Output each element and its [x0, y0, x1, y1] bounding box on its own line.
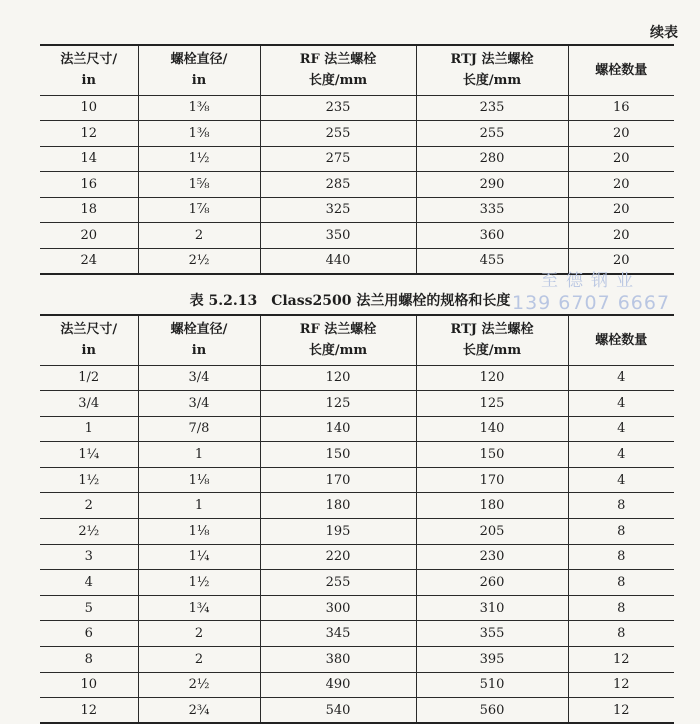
cell-bolt-count: 8 — [568, 493, 674, 519]
cell-bolt-diameter: 1⅝ — [138, 172, 260, 198]
cell-rtj-length: 335 — [416, 197, 568, 223]
table-row — [40, 519, 674, 545]
cell-flange-size: 2 — [40, 493, 138, 519]
table-row — [40, 416, 674, 442]
header-line: RTJ 法兰螺栓 — [450, 322, 534, 338]
header-rtj-length — [416, 45, 568, 95]
cell-bolt-diameter: 2½ — [138, 248, 260, 274]
header-bolt-count — [568, 45, 674, 95]
cell-flange-size: 20 — [40, 223, 138, 249]
cell-rf-length: 125 — [260, 391, 416, 417]
cell-rf-length: 325 — [260, 197, 416, 223]
header-line: 长度/mm — [308, 73, 368, 89]
cell-rf-length: 345 — [260, 621, 416, 647]
cell-bolt-diameter: 1⅛ — [138, 519, 260, 545]
cell-bolt-count: 8 — [568, 519, 674, 545]
cell-rf-length: 380 — [260, 647, 416, 673]
header-line: 螺栓数量 — [595, 62, 648, 78]
cell-bolt-diameter: 2 — [138, 621, 260, 647]
table-row — [40, 442, 674, 468]
table-header — [40, 45, 674, 95]
header-line: 螺栓直径/ — [170, 52, 228, 68]
table-row — [40, 121, 674, 147]
cell-rtj-length: 230 — [416, 544, 568, 570]
watermark-company: 至德钢业 — [541, 271, 642, 291]
header-line: RF 法兰螺栓 — [299, 322, 377, 338]
cell-flange-size: 1/2 — [40, 365, 138, 391]
cell-rtj-length: 280 — [416, 146, 568, 172]
header-line: 法兰尺寸/ — [60, 322, 118, 338]
cell-flange-size: 1½ — [40, 467, 138, 493]
cell-rtj-length: 205 — [416, 519, 568, 545]
header-line: 长度/mm — [462, 73, 522, 89]
cell-bolt-diameter: 1⅜ — [138, 121, 260, 147]
cell-rf-length: 235 — [260, 95, 416, 121]
cell-bolt-count: 16 — [568, 95, 674, 121]
cell-rtj-length: 455 — [416, 248, 568, 274]
table-row — [40, 647, 674, 673]
watermark — [512, 270, 670, 314]
cell-rtj-length: 355 — [416, 621, 568, 647]
cell-rf-length: 300 — [260, 595, 416, 621]
cell-bolt-count: 20 — [568, 248, 674, 274]
cell-flange-size: 3/4 — [40, 391, 138, 417]
table-body — [40, 95, 674, 274]
cell-rtj-length: 170 — [416, 467, 568, 493]
cell-rf-length: 490 — [260, 672, 416, 698]
cell-bolt-count: 8 — [568, 621, 674, 647]
cell-rtj-length: 125 — [416, 391, 568, 417]
cell-rtj-length: 180 — [416, 493, 568, 519]
continued-label: 续表 — [650, 25, 678, 41]
cell-bolt-diameter: 1 — [138, 493, 260, 519]
cell-rf-length: 350 — [260, 223, 416, 249]
header-rtj-length — [416, 315, 568, 365]
cell-rf-length: 170 — [260, 467, 416, 493]
cell-bolt-diameter: 2 — [138, 647, 260, 673]
header-line: 螺栓直径/ — [170, 322, 228, 338]
cell-bolt-diameter: 3/4 — [138, 391, 260, 417]
table-header — [40, 315, 674, 365]
cell-rtj-length: 150 — [416, 442, 568, 468]
cell-rf-length: 220 — [260, 544, 416, 570]
cell-rtj-length: 255 — [416, 121, 568, 147]
table-row — [40, 493, 674, 519]
header-line: 法兰尺寸/ — [60, 52, 118, 68]
cell-rf-length: 275 — [260, 146, 416, 172]
cell-bolt-count: 4 — [568, 442, 674, 468]
cell-bolt-diameter: 3/4 — [138, 365, 260, 391]
cell-flange-size: 1¼ — [40, 442, 138, 468]
cell-bolt-count: 8 — [568, 570, 674, 596]
cell-flange-size: 10 — [40, 95, 138, 121]
cell-bolt-diameter: 1⅜ — [138, 95, 260, 121]
cell-rtj-length: 560 — [416, 698, 568, 724]
table-row — [40, 467, 674, 493]
cell-rf-length: 440 — [260, 248, 416, 274]
cell-bolt-diameter: 1⅛ — [138, 467, 260, 493]
header-line: 螺栓数量 — [595, 332, 648, 348]
cell-flange-size: 8 — [40, 647, 138, 673]
table-row — [40, 172, 674, 198]
cell-bolt-count: 20 — [568, 121, 674, 147]
cell-rf-length: 195 — [260, 519, 416, 545]
table-row — [40, 197, 674, 223]
cell-flange-size: 12 — [40, 698, 138, 724]
table-row — [40, 570, 674, 596]
cell-bolt-count: 20 — [568, 172, 674, 198]
cell-flange-size: 2½ — [40, 519, 138, 545]
cell-rtj-length: 290 — [416, 172, 568, 198]
header-line: in — [81, 73, 96, 89]
header-line: RF 法兰螺栓 — [299, 52, 377, 68]
cell-bolt-count: 20 — [568, 146, 674, 172]
header-line: in — [191, 73, 207, 89]
header-line: 长度/mm — [462, 343, 522, 359]
table-body — [40, 365, 674, 723]
cell-bolt-diameter: 1¾ — [138, 595, 260, 621]
cell-flange-size: 14 — [40, 146, 138, 172]
cell-rf-length: 255 — [260, 570, 416, 596]
cell-bolt-count: 12 — [568, 672, 674, 698]
cell-bolt-count: 4 — [568, 391, 674, 417]
table-row — [40, 621, 674, 647]
cell-bolt-count: 8 — [568, 544, 674, 570]
table-row — [40, 391, 674, 417]
cell-bolt-count: 8 — [568, 595, 674, 621]
header-flange-size — [40, 45, 138, 95]
cell-flange-size: 10 — [40, 672, 138, 698]
cell-bolt-count: 4 — [568, 416, 674, 442]
table-row — [40, 365, 674, 391]
table-row — [40, 146, 674, 172]
cell-rf-length: 140 — [260, 416, 416, 442]
cell-bolt-diameter: 1¼ — [138, 544, 260, 570]
table-row — [40, 544, 674, 570]
cell-bolt-diameter: 2¾ — [138, 698, 260, 724]
header-rf-length — [260, 315, 416, 365]
table-row — [40, 595, 674, 621]
cell-flange-size: 6 — [40, 621, 138, 647]
cell-bolt-diameter: 1 — [138, 442, 260, 468]
cell-flange-size: 16 — [40, 172, 138, 198]
cell-rtj-length: 140 — [416, 416, 568, 442]
header-rf-length — [260, 45, 416, 95]
header-bolt-diameter — [138, 315, 260, 365]
cell-flange-size: 3 — [40, 544, 138, 570]
cell-flange-size: 12 — [40, 121, 138, 147]
cell-rtj-length: 395 — [416, 647, 568, 673]
header-bolt-diameter — [138, 45, 260, 95]
cell-rtj-length: 310 — [416, 595, 568, 621]
header-bolt-count — [568, 315, 674, 365]
header-line: in — [81, 343, 96, 359]
header-line: in — [191, 343, 207, 359]
table-row — [40, 95, 674, 121]
cell-bolt-count: 12 — [568, 698, 674, 724]
table-row — [40, 672, 674, 698]
cell-flange-size: 5 — [40, 595, 138, 621]
cell-bolt-diameter: 2 — [138, 223, 260, 249]
cell-bolt-count: 4 — [568, 467, 674, 493]
cell-rtj-length: 235 — [416, 95, 568, 121]
cell-rf-length: 150 — [260, 442, 416, 468]
cell-rf-length: 285 — [260, 172, 416, 198]
cell-bolt-diameter: 2½ — [138, 672, 260, 698]
table-row — [40, 223, 674, 249]
bolt-table-continued — [40, 44, 674, 275]
cell-bolt-diameter: 1½ — [138, 570, 260, 596]
header-line: 长度/mm — [308, 343, 368, 359]
cell-rtj-length: 120 — [416, 365, 568, 391]
cell-bolt-diameter: 1⅞ — [138, 197, 260, 223]
cell-rf-length: 180 — [260, 493, 416, 519]
bolt-table-class2500 — [40, 314, 674, 724]
cell-rtj-length: 360 — [416, 223, 568, 249]
header-line: RTJ 法兰螺栓 — [450, 52, 534, 68]
cell-flange-size: 18 — [40, 197, 138, 223]
cell-rf-length: 120 — [260, 365, 416, 391]
cell-rtj-length: 260 — [416, 570, 568, 596]
cell-flange-size: 24 — [40, 248, 138, 274]
watermark-phone: 139 6707 6667 — [512, 292, 671, 314]
cell-rtj-length: 510 — [416, 672, 568, 698]
cell-bolt-diameter: 7/8 — [138, 416, 260, 442]
cell-bolt-count: 4 — [568, 365, 674, 391]
cell-flange-size: 4 — [40, 570, 138, 596]
cell-flange-size: 1 — [40, 416, 138, 442]
cell-bolt-count: 20 — [568, 223, 674, 249]
cell-bolt-count: 12 — [568, 647, 674, 673]
cell-rf-length: 540 — [260, 698, 416, 724]
table-caption: 表 5.2.13 Class2500 法兰用螺栓的规格和长度 — [189, 293, 511, 309]
cell-bolt-count: 20 — [568, 197, 674, 223]
cell-bolt-diameter: 1½ — [138, 146, 260, 172]
header-flange-size — [40, 315, 138, 365]
cell-rf-length: 255 — [260, 121, 416, 147]
